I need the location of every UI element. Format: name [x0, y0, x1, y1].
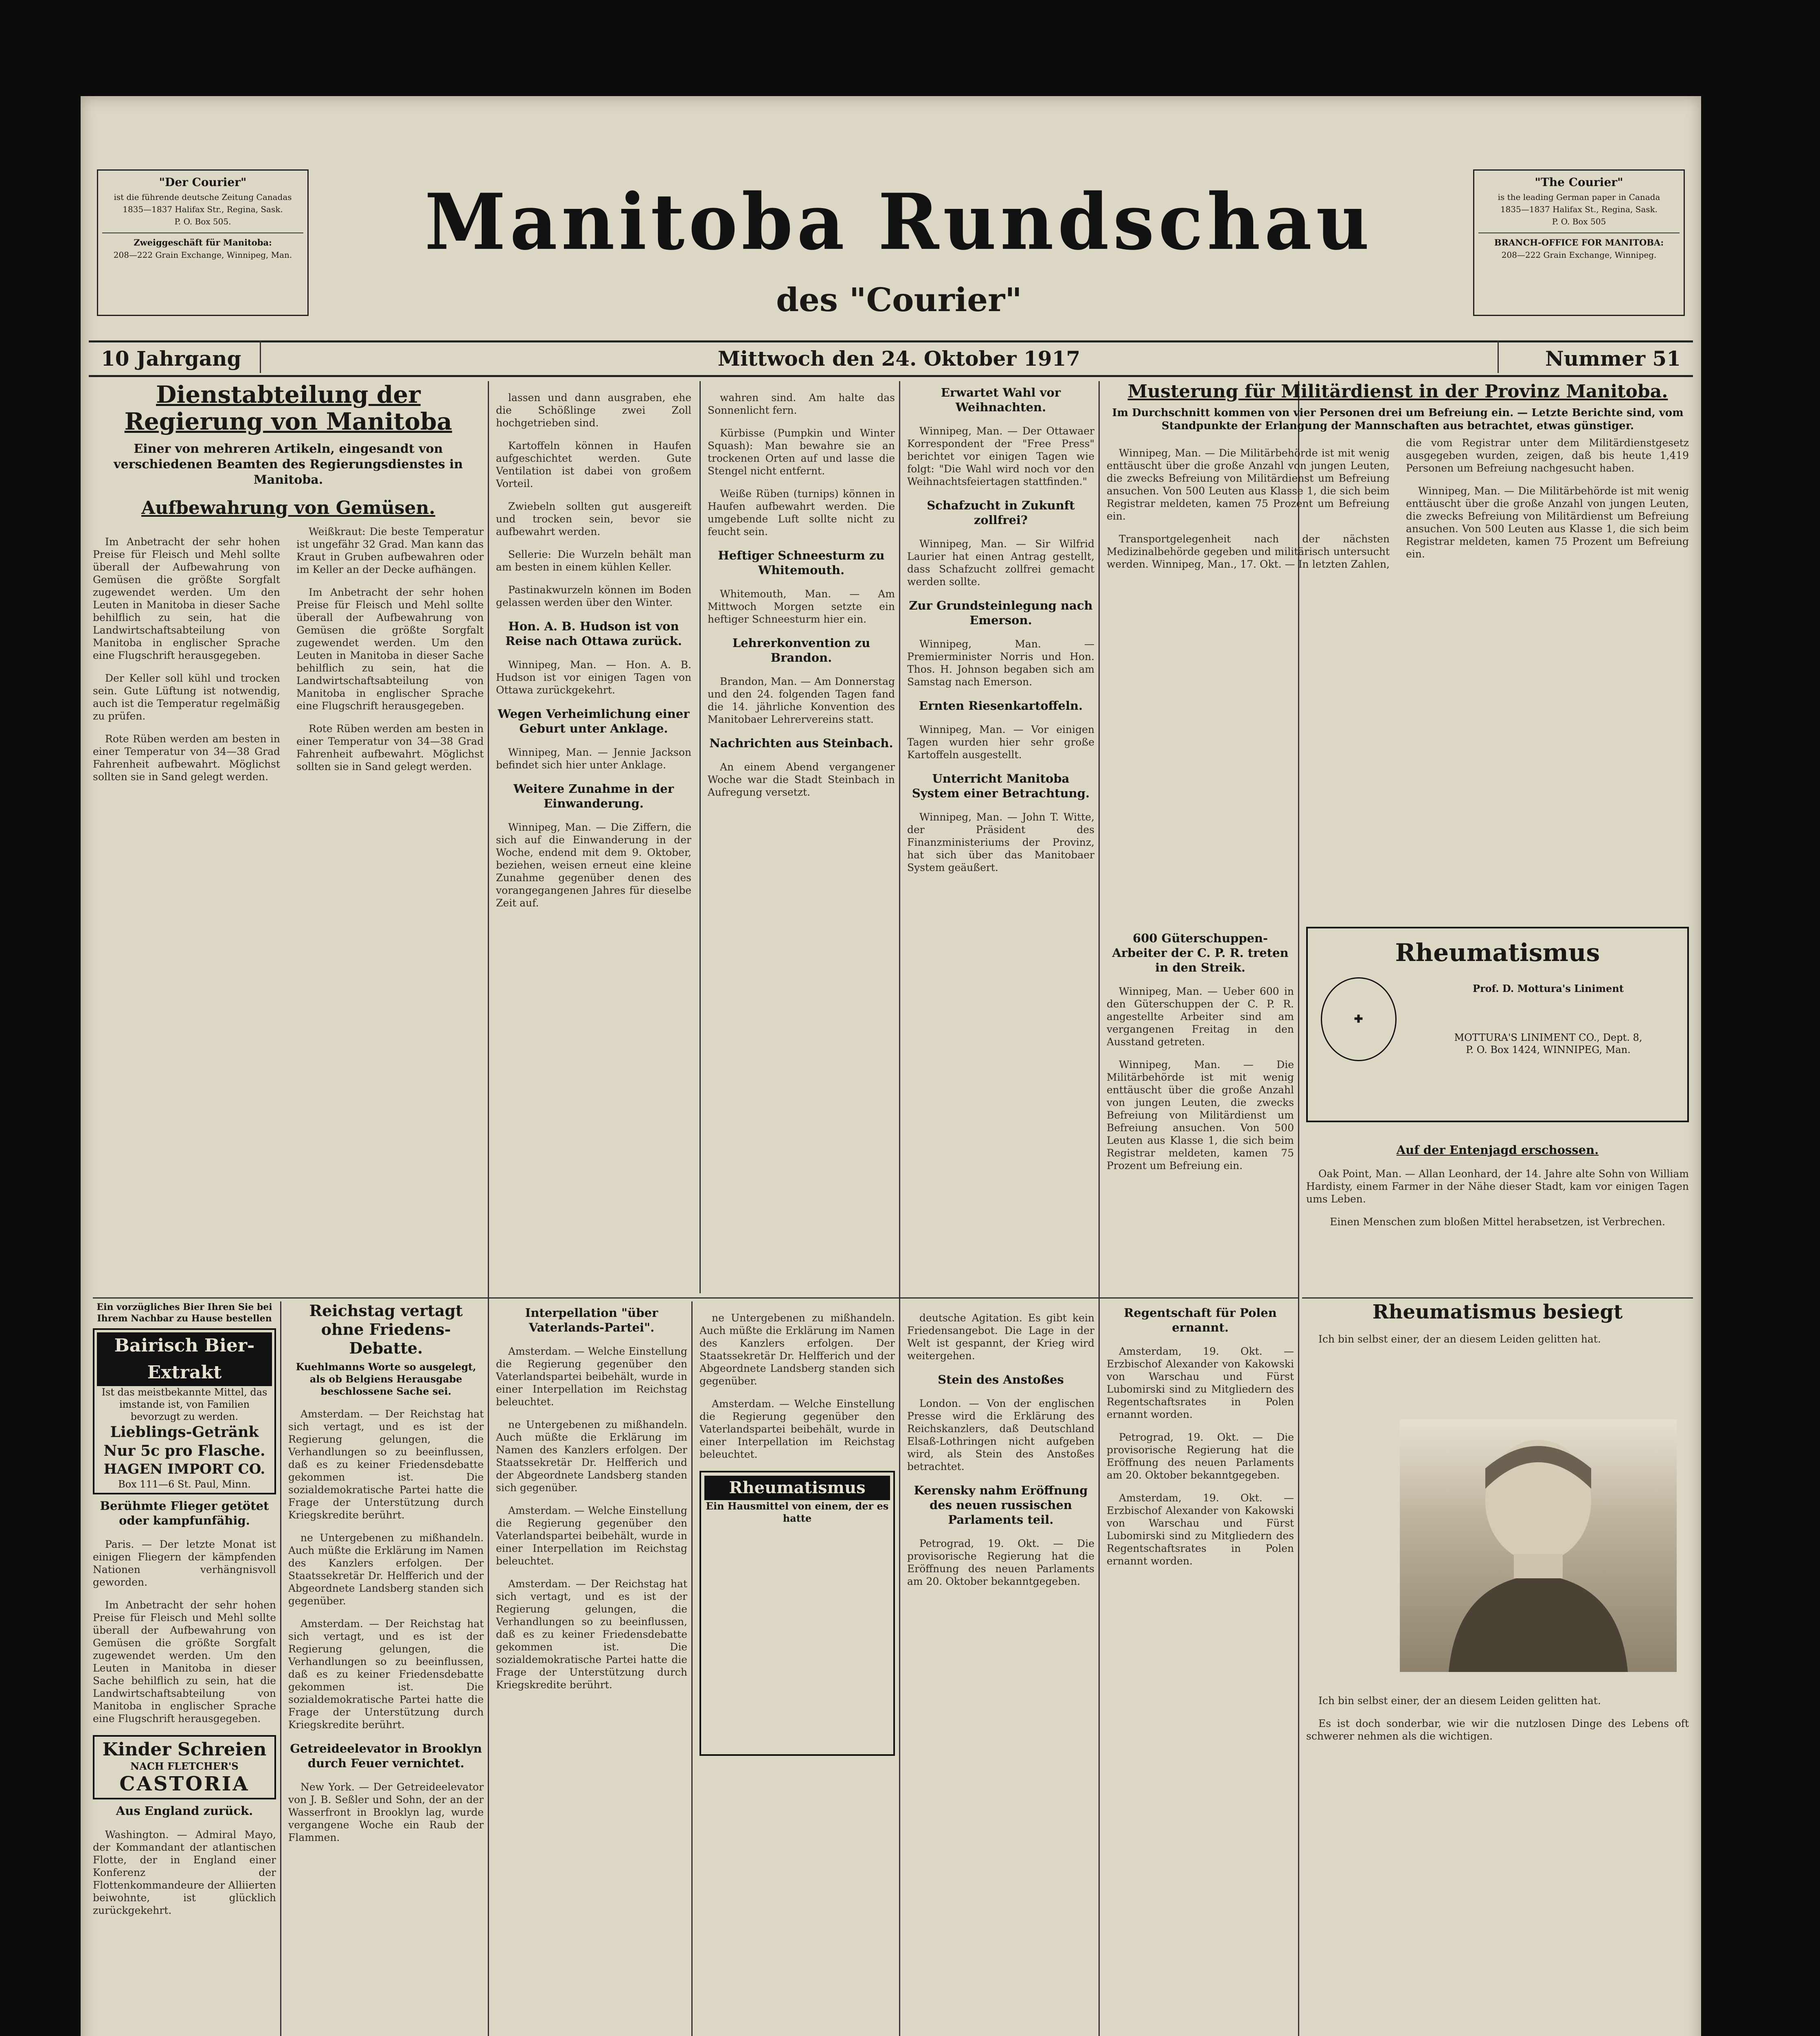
bier-ad-line: Nur 5c pro Flasche. [103, 1442, 265, 1459]
woman-portrait-icon [1400, 1419, 1677, 1672]
paragraph: Paris. — Der letzte Monat ist einigen Fliegern der kämpfenden Nationen verhängnisvoll geworden. [93, 1538, 276, 1588]
col2-articles [496, 381, 691, 1293]
volume-label: 10 Jahrgang [101, 347, 241, 371]
einwanderung-headline: Weitere Zunahme in der Einwanderung. [513, 782, 674, 810]
anstoss-headline: Stein des Anstoßes [938, 1373, 1064, 1387]
paragraph: Amsterdam. — Der Reichstag hat sich vertagt, und es ist der Regierung gelungen, die Verhandlungen so zu beeinflussen, daß es zu keiner Friedensdebatte gekommen ist. Die sozialdemokratische Partei hatte die Frage der Unterstützung durch Kriegskredite berührt. [288, 1618, 484, 1731]
col1-ads [93, 1301, 276, 2036]
brooklyn-headline: Getreideelevator in Brooklyn durch Feuer vernichtet. [290, 1742, 482, 1770]
section-rule [93, 1297, 1298, 1299]
paragraph: Amsterdam. — Welche Einstellung die Regierung gegenüber den Vaterlandspartei beibehält, wurde in einer Interpellation im Reichstag beleuchtet. [699, 1398, 895, 1460]
paragraph: Weiße Rüben (turnips) können in Haufen aufbewahrt werden. Die umgebende Luft sollte nicht zu feucht sein. [708, 488, 895, 538]
dateline-bar [89, 340, 1693, 377]
bier-ad-line: HAGEN IMPORT CO. [103, 1461, 265, 1477]
paragraph: Winnipeg, Man. — Die Militärbehörde ist mit wenig enttäuscht über die große Anzahl von jungen Leuten, die zwecks Befreiung von Militärdienst um Befreiung ansuchen. Von 500 Leuten aus Klasse 1, die sich beim Registrar meldeten, kamen 75 Prozent um Befreiung ein. [1107, 447, 1390, 522]
paragraph: Ich bin selbst einer, der an diesem Leiden gelitten hat. [1318, 1695, 1601, 1707]
paragraph: An einem Abend vergangener Woche war die Stadt Steinbach in Aufregung versetzt. [708, 761, 895, 798]
interpellation-article [496, 1301, 687, 2036]
column-rule [899, 381, 900, 2036]
column-rule [280, 1301, 281, 2036]
musterung-article [1107, 381, 1689, 910]
paragraph: Washington. — Admiral Mayo, der Kommandant der atlantischen Flotte, der in England einer Konferenz der Flottenkommandeure der Alliierten beiwohnte, ist glücklich zurückgekehrt. [93, 1829, 276, 1916]
reichstag-deck: Kuehlmanns Worte so ausgelegt, als ob Belgiens Herausgabe beschlossene Sache sei. [296, 1361, 476, 1397]
paragraph: Winnipeg, Man. — Die Militärbehörde ist mit wenig enttäuscht über die große Anzahl von jungen Leuten, die zwecks Befreiung von Militärdienst um Befreiung ansuchen. Von 500 Leuten aus Klasse 1, die sich beim Registrar meldeten, kamen 75 Prozent um Befreiung ein. [1406, 485, 1689, 560]
masthead-subtitle: des "Courier" [776, 281, 1022, 319]
left-ear-line: P. O. Box 505. [174, 217, 231, 226]
paragraph: Einen Menschen zum bloßen Mittel herabsetzen, ist Verbrechen. [1330, 1216, 1665, 1228]
paragraph: Winnipeg, Man. — Die Militärbehörde ist mit wenig enttäuscht über die große Anzahl von jungen Leuten, die zwecks Befreiung von Militärdienst um Befreiung ansuchen. Von 500 Leuten aus Klasse 1, die sich beim Registrar meldeten, kamen 75 Prozent um Befreiung ein. [1107, 1059, 1294, 1172]
flieger-headline: Berühmte Flieger getötet oder kampfunfähig. [100, 1499, 269, 1527]
paragraph: Petrograd, 19. Okt. — Die provisorische Regierung hat die Eröffnung des neuen Parlaments am 20. Oktober bekanntgegeben. [1107, 1431, 1294, 1481]
bier-extrakt-ad [93, 1328, 276, 1494]
reichstag-headline: Reichstag vertagt ohne Friedens-Debatte. [309, 1301, 463, 1357]
right-ear-line: 1835—1837 Halifax St., Regina, Sask. [1500, 204, 1658, 214]
grundstein-headline: Zur Grundsteinlegung nach Emerson. [909, 599, 1093, 627]
issue-number: Nummer 51 [1545, 347, 1681, 371]
paragraph: ne Untergebenen zu mißhandeln. Auch müßte die Erklärung im Namen des Kanzlers erfolgen. Der Staatssekretär Dr. Helfferich und der Abgeordnete Landsberg standen sich gegenüber. [288, 1532, 484, 1607]
paragraph: Amsterdam. — Welche Einstellung die Regierung gegenüber den Vaterlandspartei beibehält, wurde in einer Interpellation im Reichstag beleuchtet. [496, 1345, 687, 1408]
castoria-line: NACH FLETCHER'S [130, 1760, 239, 1772]
paragraph: Rote Rüben werden am besten in einer Temperatur von 34—38 Grad Fahrenheit aufbewahrt. Möglichst sollten sie in Sand gelegt werden. [296, 723, 484, 772]
castoria-ad [93, 1735, 276, 1799]
right-ear-box [1473, 169, 1685, 316]
mid-lower-column [699, 1301, 895, 2036]
paragraph: Amsterdam, 19. Okt. — Erzbischof Alexander von Kakowski von Warschau und Fürst Lubomirski sind zu Mitgliedern des Regentschaftsrates in Polen ernannt worden. [1107, 1492, 1294, 1567]
bier-ad-line: Box 111—6 St. Paul, Minn. [118, 1479, 251, 1490]
column-rule [1099, 381, 1100, 2036]
paragraph: lassen und dann ausgraben, ehe die Schößlinge zwei Zoll hochgetrieben sind. [496, 392, 691, 429]
kartoffel-headline: Ernten Riesenkartoffeln. [919, 699, 1083, 713]
rheumatismus-hausmittel-ad [699, 1471, 895, 1756]
lead-body [93, 525, 484, 788]
castoria-line: CASTORIA [119, 1773, 250, 1795]
paragraph: Rote Rüben werden am besten in einer Temperatur von 34—38 Grad Fahrenheit aufbewahrt. Möglichst sollten sie in Sand gelegt werden. [93, 733, 280, 783]
musterung-deck: Im Durchschnitt kommen von vier Personen drei um Befreiung ein. — Letzte Berichte sind, vom Standpunkte der Erlangung der Mannschaften aus betrachtet, etwas günstiger. [1112, 407, 1684, 432]
paragraph: Winnipeg, Man. — Hon. A. B. Hudson ist vor einigen Tagen von Ottawa zurückgekehrt. [496, 659, 691, 696]
paragraph: Amsterdam. — Der Reichstag hat sich vertagt, und es ist der Regierung gelungen, die Verhandlungen so zu beeinflussen, daß es zu keiner Friedensdebatte gekommen ist. Die sozialdemokratische Partei hatte die Frage der Unterstützung durch Kriegskredite berührt. [288, 1408, 484, 1521]
woman-portrait-image [1400, 1419, 1677, 1672]
entenjagd-headline: Auf der Entenjagd erschossen. [1396, 1143, 1599, 1157]
right-ear-title: "The Courier" [1535, 176, 1623, 189]
bier-notice: Ein vorzügliches Bier Ihren Sie bei Ihrem Nachbar zu Hause bestellen [96, 1302, 272, 1324]
anklage-headline: Wegen Verheimlichung einer Geburt unter Anklage. [498, 707, 690, 735]
paragraph: Es ist doch sonderbar, wie wir die nutzlosen Dinge des Lebens oft schwerer nehmen als die wichtigen. [1306, 1718, 1689, 1742]
musterung-headline: Musterung für Militärdienst in der Provinz Manitoba. [1127, 381, 1668, 402]
paragraph: Ich bin selbst einer, der an diesem Leiden gelitten hat. [1318, 1333, 1601, 1345]
rheumatismus-ad-title: Rheumatismus [1395, 939, 1600, 967]
paragraph: Der Keller soll kühl und trocken sein. Gute Lüftung ist notwendig, auch ist die Temperatur regelmäßig zu prüfen. [93, 672, 280, 722]
column-rule [691, 1301, 693, 2036]
paragraph: Sellerie: Die Wurzeln behält man am besten in einem kühlen Keller. [496, 548, 691, 573]
paragraph: Brandon, Man. — Am Donnerstag und den 24. folgenden Tagen fand die 14. jährliche Konvention des Manitobaer Lehrervereins statt. [708, 676, 895, 725]
left-ear-box [97, 169, 309, 316]
paragraph: London. — Von der englischen Presse wird die Erklärung des Reichskanzlers, daß Deutschland Elsaß-Lothringen nicht aufgeben wird, als Stein des Anstoßes betrachtet. [907, 1398, 1094, 1472]
paragraph: Winnipeg, Man. — Ueber 600 in den Güterschuppen der C. P. R. angestellte Arbeiter sind am vergangenen Freitag in den Ausstand getreten. [1107, 985, 1294, 1048]
paragraph: Im Anbetracht der sehr hohen Preise für Fleisch und Mehl sollte überall der Aufbewahrung von Gemüsen die größte Sorgfalt zugewendet werden. Um den Leuten in Manitoba in dieser Sache behilflich zu sein, hat die Landwirtschaftsabteilung von Manitoba in englischer Sprache eine Flugschrift herausgegeben. [93, 1599, 276, 1724]
paragraph: Amsterdam. — Der Reichstag hat sich vertagt, und es ist der Regierung gelungen, die Verhandlungen so zu beeinflussen, daß es zu keiner Friedensdebatte gekommen ist. Die sozialdemokratische Partei hatte die Frage der Unterstützung durch Kriegskredite berührt. [496, 1578, 687, 1691]
streik-headline: 600 Güterschuppen-Arbeiter der C. P. R. treten in den Streik. [1112, 931, 1289, 974]
column-rule [699, 381, 701, 1293]
right-ear-line: P. O. Box 505 [1552, 217, 1606, 226]
musterung-body [1107, 437, 1689, 570]
paragraph: Weißkraut: Die beste Temperatur ist ungefähr 32 Grad. Man kann das Kraut in Gruben aufbewahren oder im Keller an der Decke aufhängen. [296, 526, 484, 575]
bier-ad-line: Lieblings-Getränk [110, 1424, 259, 1441]
issue-date: Mittwoch den 24. Oktober 1917 [717, 347, 1081, 371]
paragraph: Oak Point, Man. — Allan Leonhard, der 14. Jahre alte Sohn von William Hardisty, einem Farmer in der Nähe dieser Stadt, kam vor einigen Tagen ums Leben. [1306, 1168, 1689, 1205]
paragraph: Winnipeg, Man. — Der Ottawaer Korrespondent der "Free Press" berichtet vor einigen Tagen wie folgt: "Die Wahl wird noch vor den Weihnachtsfeiertagen stattfinden." [907, 425, 1094, 487]
paragraph: Winnipeg, Man. — John T. Witte, der Präsident des Finanzministeriums der Provinz, hat sich über das Manitobaer System geäußert. [907, 811, 1094, 873]
rheumatismus-ad [1306, 927, 1689, 1122]
col1-article [93, 381, 484, 1293]
polen-headline: Regentschaft für Polen ernannt. [1124, 1306, 1277, 1334]
paragraph: Kartoffeln können in Haufen aufgeschichtet werden. Gute Ventilation ist dabei von großem Vorteil. [496, 440, 691, 489]
kerensky-headline: Kerensky nahm Eröffnung des neuen russischen Parlaments teil. [914, 1483, 1088, 1527]
section-rule [1302, 1297, 1693, 1299]
right-ear-branch: 208—222 Grain Exchange, Winnipeg. [1501, 250, 1657, 260]
newspaper-page [81, 96, 1701, 2036]
column-rule [488, 381, 489, 2036]
wahl-headline: Erwartet Wahl vor Weihnachten. [941, 386, 1061, 414]
england-headline: Aus England zurück. [116, 1804, 253, 1818]
paragraph: Transportgelegenheit nach der nächsten Medizinalbehörde gegeben und militärisch untersucht werden. Winnipeg, Man., 17. Okt. — In letzten Zahlen, die vom Registrar unter dem Militärdienstgesetz ausgegeben wurden, zeigen, daß bis heute 1,419 Personen um Befreiung nachgesucht haben. [1107, 437, 1689, 570]
col4-articles [907, 381, 1094, 1293]
interpellation-headline: Interpellation "über Vaterlands-Partei". [525, 1306, 658, 1334]
paragraph: wahren sind. Am halte das Sonnenlicht fern. [708, 392, 895, 416]
rheum3-testimonial [1306, 1684, 1689, 2036]
paragraph: ne Untergebenen zu mißhandeln. Auch müßte die Erklärung im Namen des Kanzlers erfolgen. Der Staatssekretär Dr. Helfferich und der Abgeordnete Landsberg standen sich gegenüber. [699, 1312, 895, 1387]
left-ear-title: "Der Courier" [159, 176, 247, 189]
left-ear-line: ist die führende deutsche Zeitung Canadas [114, 192, 292, 202]
hudson-headline: Hon. A. B. Hudson ist von Reise nach Ottawa zurück. [505, 619, 682, 648]
right-ear-line: is the leading German paper in Canada [1498, 192, 1660, 202]
left-ear-line: 1835—1837 Halifax Str., Regina, Sask. [123, 204, 283, 214]
paragraph: Amsterdam. — Welche Einstellung die Regierung gegenüber den Vaterlandspartei beibehält, wurde in einer Interpellation im Reichstag beleuchtet. [496, 1505, 687, 1567]
rheum2-title: Rheumatismus [704, 1476, 890, 1500]
entenjagd-article [1306, 1139, 1689, 1293]
paragraph: Winnipeg, Man. — Sir Wilfrid Laurier hat einen Antrag gestellt, dass Schafzucht zollfrei gemacht werden sollte. [907, 538, 1094, 588]
paragraph: Whitemouth, Man. — Am Mittwoch Morgen setzte ein heftiger Schneesturm hier ein. [708, 588, 895, 625]
paragraph: ne Untergebenen zu mißhandeln. Auch müßte die Erklärung im Namen des Kanzlers erfolgen. Der Staatssekretär Dr. Helfferich und der Abgeordnete Landsberg standen sich gegenüber. [496, 1419, 687, 1494]
lead-headline: Dienstabteilung der Regierung von Manitoba [124, 381, 452, 435]
paragraph: Winnipeg, Man. — Premierminister Norris und Hon. Thos. H. Johnson begaben sich am Samstag nach Emerson. [907, 638, 1094, 688]
sturm-headline: Heftiger Schneesturm zu Whitemouth. [718, 548, 885, 577]
bier-extrakt-title: Bairisch Bier-Extrakt [97, 1332, 272, 1386]
lehrer-headline: Lehrerkonvention zu Brandon. [732, 636, 871, 665]
unterricht-headline: Unterricht Manitoba System einer Betrachtung. [912, 772, 1090, 800]
rheum3-headline: Rheumatismus besiegt [1372, 1301, 1623, 1323]
paragraph: deutsche Agitation. Es gibt kein Friedensangebot. Die Lage in der Welt ist gespannt, der Krieg wird weitergehen. [907, 1312, 1094, 1362]
lead-deck: Einer von mehreren Artikeln, eingesandt von verschiedenen Beamten des Regierungsdienstes in Manitoba. [114, 442, 463, 487]
paragraph: Im Anbetracht der sehr hohen Preise für Fleisch und Mehl sollte überall der Aufbewahrung von Gemüsen die größte Sorgfalt zugewendet werden. Um den Leuten in Manitoba in dieser Sache behilflich zu sein, hat die Landwirtschaftsabteilung von Manitoba in englischer Sprache eine Flugschrift herausgegeben. [296, 586, 484, 712]
dateline-divider [260, 340, 261, 373]
dateline-divider [1498, 340, 1499, 373]
masthead-title: Manitoba Rundschau [425, 177, 1373, 268]
paragraph: Winnipeg, Man. — Die Ziffern, die sich auf die Einwanderung in der Woche, endend mit dem 9. Oktober, beziehen, weisen erneut eine kleine Zunahme gegenüber denen des vorangegangenen Jahres für dieselbe Zeit auf. [496, 821, 691, 909]
paragraph: Amsterdam, 19. Okt. — Erzbischof Alexander von Kakowski von Warschau und Fürst Lubomirski sind zu Mitgliedern des Regentschaftsrates in Polen ernannt worden. [1107, 1345, 1294, 1420]
lead-subhead: Aufbewahrung von Gemüsen. [141, 498, 435, 518]
liniment-bottle-icon: ✚ [1321, 977, 1397, 1061]
left-ear-branch-title: Zweiggeschäft für Manitoba: [102, 233, 303, 249]
paragraph: Im Anbetracht der sehr hohen Preise für Fleisch und Mehl sollte überall der Aufbewahrung von Gemüsen die größte Sorgfalt zugewendet werden. Um den Leuten in Manitoba in dieser Sache behilflich zu sein, hat die Landwirtschaftsabteilung von Manitoba in englischer Sprache eine Flugschrift herausgegeben. [93, 536, 280, 661]
rheum-ad-line: MOTTURA'S LINIMENT CO., Dept. 8, [1454, 1032, 1642, 1043]
paragraph: Winnipeg, Man. — Jennie Jackson befindet sich hier unter Anklage. [496, 746, 691, 771]
polen-column [1107, 1301, 1294, 2036]
paragraph: Pastinakwurzeln können im Boden gelassen werden über den Winter. [496, 584, 691, 608]
left-ear-branch: 208—222 Grain Exchange, Winnipeg, Man. [113, 250, 292, 260]
steinbach-headline: Nachrichten aus Steinbach. [709, 736, 893, 750]
rheum2-text: Ein Hausmittel von einem, der es hatte [706, 1500, 889, 1524]
paragraph: Kürbisse (Pumpkin und Winter Squash): Man bewahre sie an trockenen Orten auf und lasse die Stengel nicht entfernt. [708, 427, 895, 477]
bier-ad-line: Ist das meistbekannte Mittel, das imstande ist, von Familien bevorzugt zu werden. [101, 1387, 268, 1422]
rheum-ad-line: Prof. D. Mottura's Liniment [1473, 983, 1624, 994]
right-ear-branch-title: BRANCH-OFFICE FOR MANITOBA: [1478, 233, 1680, 249]
streik-article [1107, 927, 1294, 1293]
paragraph: Zwiebeln sollten gut ausgereift und trocken sein, bevor sie aufbewahrt werden. [496, 500, 691, 538]
col3-articles [708, 381, 895, 1293]
agitation-column [907, 1301, 1094, 2036]
paragraph: Winnipeg, Man. — Vor einigen Tagen wurden hier sehr große Kartoffeln ausgestellt. [907, 724, 1094, 761]
paragraph: Petrograd, 19. Okt. — Die provisorische Regierung hat die Eröffnung des neuen Parlaments am 20. Oktober bekanntgegeben. [907, 1538, 1094, 1587]
reichstag-article [288, 1301, 484, 2036]
schafe-headline: Schafzucht in Zukunft zollfrei? [927, 498, 1075, 527]
rheum-ad-line: P. O. Box 1424, WINNIPEG, Man. [1466, 1044, 1631, 1055]
castoria-line: Kinder Schreien [102, 1739, 267, 1760]
paragraph: New York. — Der Getreideelevator von J. B. Seßler und Sohn, der an der Wasserfront in Brooklyn lag, wurde vergangene Woche ein Raub der Flammen. [288, 1781, 484, 1843]
